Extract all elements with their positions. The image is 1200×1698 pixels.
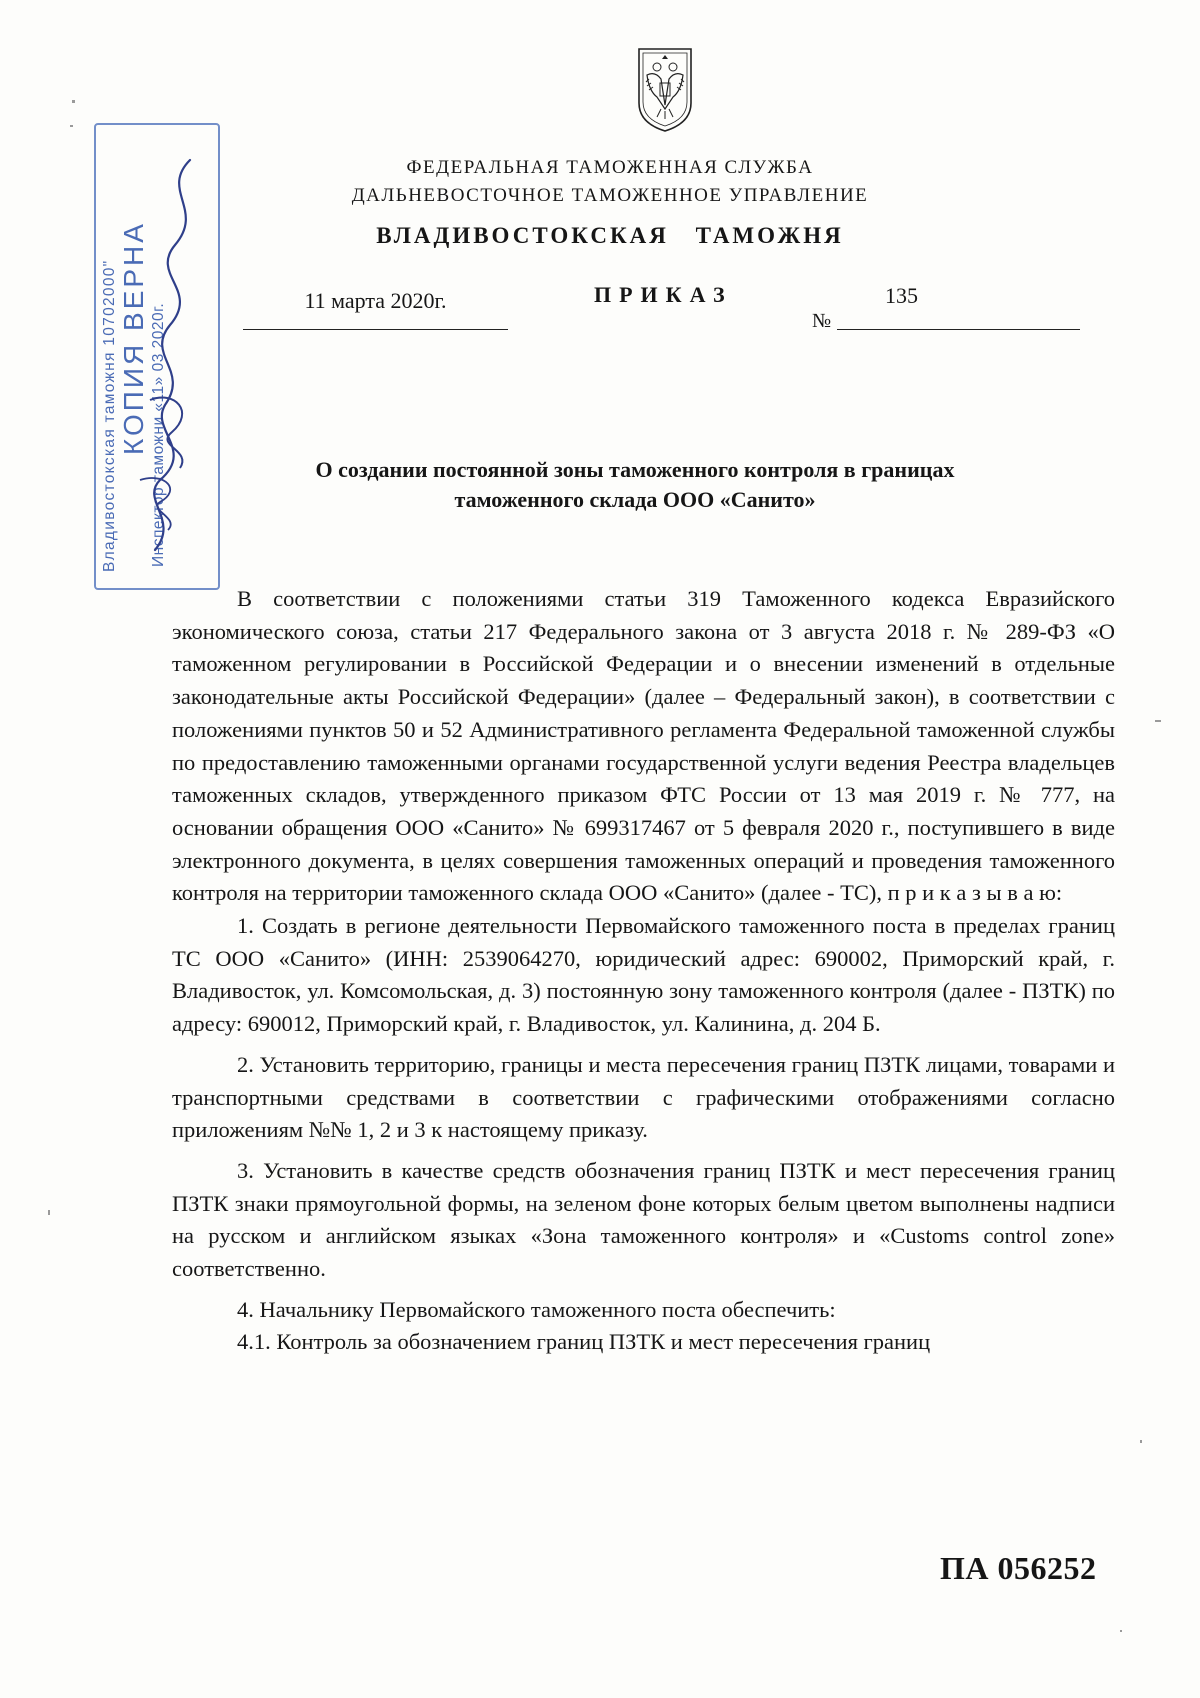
- body-paragraph: 1. Создать в регионе деятельности Первомайского таможенного поста в пределах границ ТС ООО «Санито» (ИНН: 2539064270, юридический адрес: 690002, Приморский край, г. Владивосток, ул. Комсомольская, д. 3) постоянную зону таможенного контроля (далее - ПЗТК) по адресу: 690012, Приморский край, г. Владивосток, ул. Калинина, д. 204 Б.: [172, 913, 1115, 1037]
- stamp-copy-true-text: КОПИЯ ВЕРНА: [118, 221, 149, 455]
- number-underline: [837, 329, 1080, 330]
- scan-speck: [70, 125, 73, 127]
- date-underline: [243, 329, 508, 330]
- scan-speck: [72, 100, 75, 103]
- scan-speck: [1155, 720, 1161, 722]
- org-line-federal: ФЕДЕРАЛЬНАЯ ТАМОЖЕННАЯ СЛУЖБА: [406, 157, 814, 178]
- org-line-regional: ДАЛЬНЕВОСТОЧНОЕ ТАМОЖЕННОЕ УПРАВЛЕНИЕ: [351, 185, 869, 206]
- custom-house-name: ВЛАДИВОСТОКСКАЯ ТАМОЖНЯ: [376, 223, 844, 248]
- body-paragraph: 3. Установить в качестве средств обозначения границ ПЗТК и мест пересечения границ ПЗТК знаки прямоугольной формы, на зеленом фоне которых белым цветом выполнены надписи на русском и английском языках «Зона таможенного контроля» и «Customs control zone» соответственно.: [172, 1157, 1115, 1282]
- order-number-label: №: [812, 310, 832, 332]
- order-number: 135: [885, 283, 918, 308]
- body-paragraph: 4. Начальнику Первомайского таможенного поста обеспечить:: [237, 1296, 836, 1322]
- scan-speck: [1140, 1440, 1142, 1443]
- body-paragraph: В соответствии с положениями статьи 319 Таможенного кодекса Евразийского экономического союза, статьи 217 Федерального закона от 3 августа 2018 г. № 289-ФЗ «О таможенном регулировании в Российской Федерации и о внесении изменений в отдельные законодательные акты Российской Федерации» (далее – Федеральный закон), в соответствии с положениями пунктов 50 и 52 Административного регламента Федеральной таможенной службы по предоставлению таможенными органами государственной услуги ведения Реестра владельцев таможенных складов, утвержденного приказом ФТС России от 13 мая 2019 г. № 777, на основании обращения ООО «Санито» № 699317467 от 5 февраля 2020 г., поступившего в виде электронного документа, в целях совершения таможенных операций и проведения таможенного контроля на территории таможенного склада ООО «Санито» (далее - ТС), п р и к а з ы в а ю:: [172, 586, 1115, 906]
- order-title: ПРИКАЗ: [594, 282, 733, 307]
- form-serial-number: ПА 056252: [940, 1550, 1097, 1586]
- scan-speck: [1120, 1630, 1122, 1632]
- order-heading: [170, 455, 1100, 515]
- order-body: [172, 583, 1115, 1359]
- handwritten-signature: [120, 150, 215, 570]
- stamp-org-text: Владивостокская таможня 10702000": [101, 259, 118, 572]
- coat-of-arms-icon: [635, 45, 695, 133]
- scan-speck: [48, 1210, 50, 1215]
- body-paragraph: 2. Установить территорию, границы и места пересечения границ ПЗТК лицами, товарами и транспортными средствами в соответствии с графическими отображениями согласно приложениям №№ 1, 2 и 3 к настоящему приказу.: [172, 1051, 1115, 1143]
- stamp-inspector-text: Инспектор таможни «11» 03 2020г.: [150, 302, 167, 567]
- heading-line: таможенного склада ООО «Санито»: [454, 487, 816, 512]
- heading-line: О создании постоянной зоны таможенного контроля в границах: [315, 457, 955, 482]
- order-date: 11 марта 2020г.: [304, 288, 447, 313]
- body-paragraph: 4.1. Контроль за обозначением границ ПЗТК и мест пересечения границ: [237, 1329, 931, 1355]
